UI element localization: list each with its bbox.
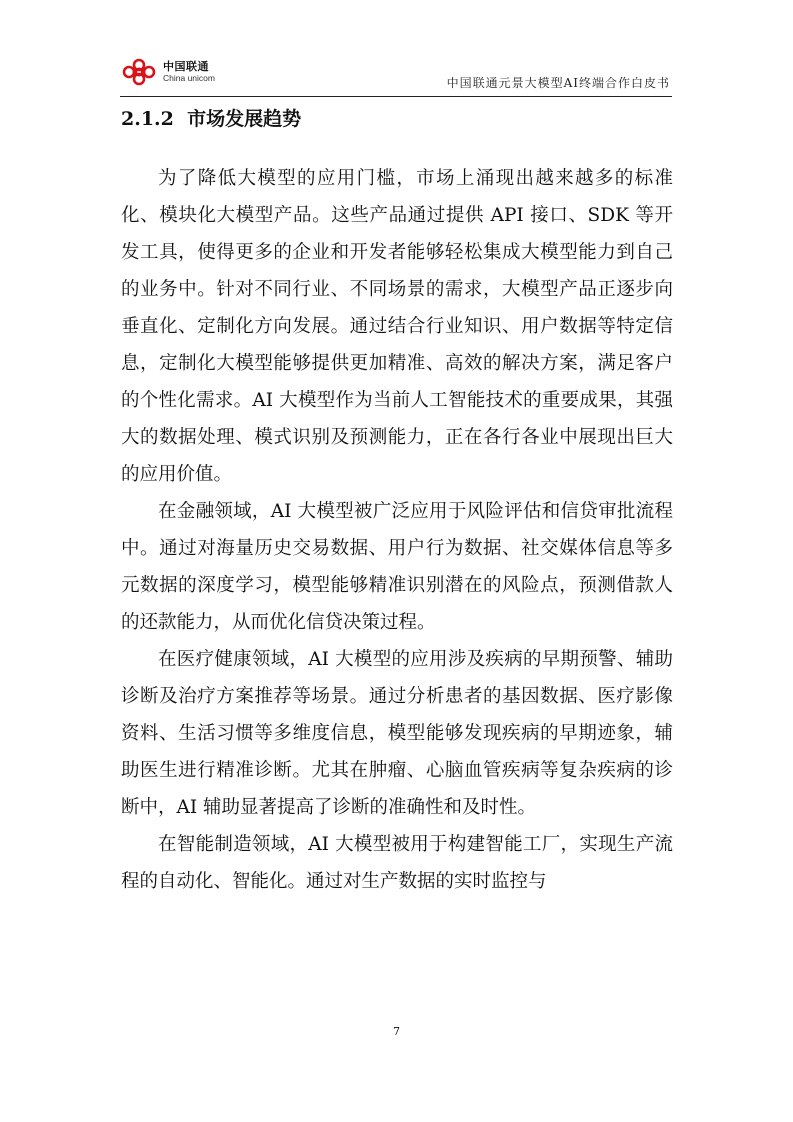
paragraph-healthcare: 在医疗健康领域，AI 大模型的应用涉及疾病的早期预警、辅助诊断及治疗方案推荐等场景。通过分析患者的基因数据、医疗影像资料、生活习惯等多维度信息，模型能够发现疾病的早期迹象，辅助医生进行精准诊断。尤其在肿瘤、心脑血管疾病等复杂疾病的诊断中，AI 辅助显著提高了诊断的准确性和及时性。 (121, 649, 673, 818)
china-unicom-logo (120, 56, 215, 88)
paragraph-intro: 为了降低大模型的应用门槛，市场上涌现出越来越多的标准化、模块化大模型产品。这些产品通过提供 API 接口、SDK 等开发工具，使得更多的企业和开发者能够轻松集成大模型能力到自己的业务中。针对不同行业、不同场景的需求，大模型产品正逐步向垂直化、定制化方向发展。通过结合行业知识、用户数据等特定信息，定制化大模型能够提供更加精准、高效的解决方案，满足客户的个性化需求。AI 大模型作为当前人工智能技术的重要成果，其强大的数据处理、模式识别及预测能力，正在各行各业中展现出巨大的应用价值。 (121, 168, 673, 485)
body-text (121, 160, 673, 900)
section-title: 市场发展趋势 (187, 108, 302, 130)
section-number: 2.1.2 (121, 108, 174, 130)
logo-english-text: China unicom (163, 73, 215, 84)
logo-chinese-text: 中国联通 (163, 60, 209, 74)
section-heading (121, 104, 301, 131)
document-title: 中国联通元景大模型AI终端合作白皮书 (446, 76, 670, 90)
paragraph-manufacturing: 在智能制造领域，AI 大模型被用于构建智能工厂，实现生产流程的自动化、智能化。通过对生产数据的实时监控与 (121, 834, 673, 892)
page-number: 7 (393, 1025, 400, 1038)
paragraph-finance: 在金融领域，AI 大模型被广泛应用于风险评估和信贷审批流程中。通过对海量历史交易数据、用户行为数据、社交媒体信息等多元数据的深度学习，模型能够精准识别潜在的风险点，预测借款人的还款能力，从而优化信贷决策过程。 (121, 501, 673, 633)
unicom-knot-icon (120, 57, 158, 87)
page-header (120, 44, 672, 97)
